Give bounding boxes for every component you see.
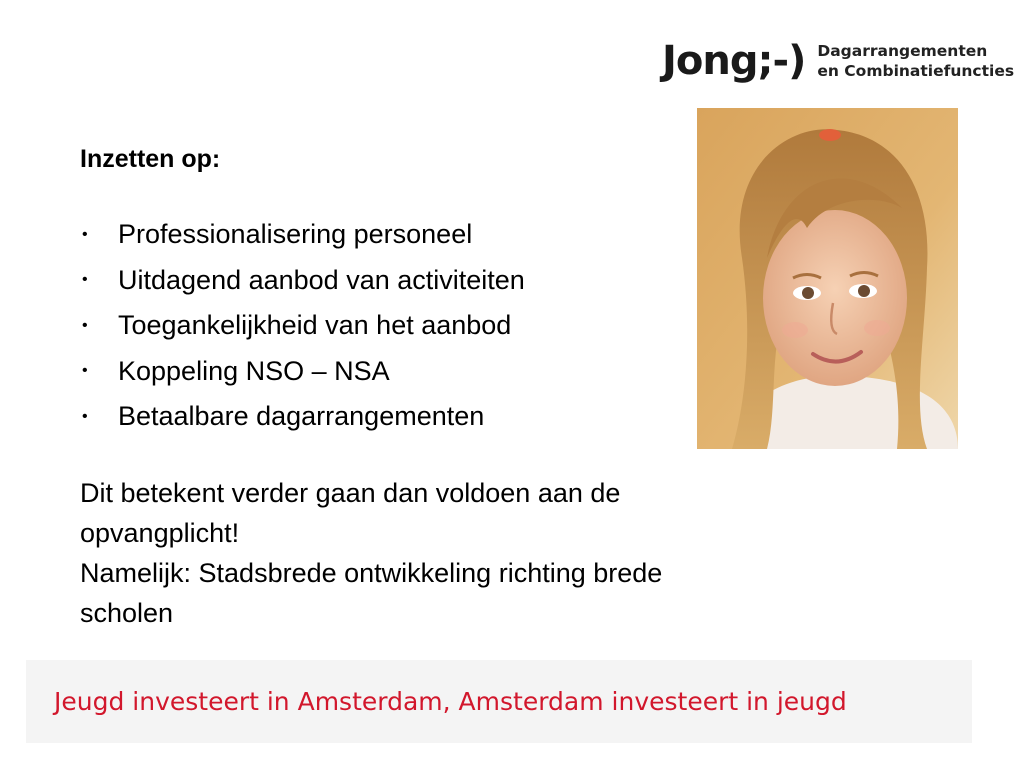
child-portrait-illustration bbox=[697, 108, 958, 449]
body-paragraph bbox=[80, 473, 860, 633]
logo-subtitle-line-2: en Combinatiefuncties bbox=[817, 62, 1015, 80]
logo bbox=[662, 30, 1014, 92]
bullet-text: Koppeling NSO – NSA bbox=[118, 355, 390, 386]
slide-heading: Inzetten op: bbox=[80, 145, 221, 173]
bullet-item bbox=[80, 303, 525, 349]
bullet-item bbox=[80, 258, 525, 304]
bullet-list bbox=[80, 212, 525, 440]
logo-subtitle bbox=[817, 41, 1014, 81]
footer-slogan: Jeugd investeert in Amsterdam, Amsterdam investeert in jeugd bbox=[54, 687, 847, 716]
bullet-text: Professionalisering personeel bbox=[118, 219, 473, 250]
bullet-dot-icon: • bbox=[82, 271, 88, 289]
paragraph-line: Dit betekent verder gaan dan voldoen aan de bbox=[80, 478, 621, 508]
bullet-dot-icon: • bbox=[82, 407, 88, 425]
bullet-text: Toegankelijkheid van het aanbod bbox=[118, 310, 512, 341]
logo-wordmark: Jong;-) bbox=[662, 38, 806, 84]
footer-banner bbox=[26, 660, 972, 743]
bullet-text: Betaalbare dagarrangementen bbox=[118, 401, 485, 432]
bullet-dot-icon: • bbox=[82, 225, 88, 243]
bullet-dot-icon: • bbox=[82, 362, 88, 380]
bullet-item bbox=[80, 394, 525, 440]
bullet-item bbox=[80, 212, 525, 258]
bullet-item bbox=[80, 349, 525, 395]
paragraph-line: opvangplicht! bbox=[80, 518, 240, 548]
bullet-dot-icon: • bbox=[82, 316, 88, 334]
bullet-text: Uitdagend aanbod van activiteiten bbox=[118, 264, 525, 295]
child-portrait-photo bbox=[697, 108, 958, 449]
paragraph-line: scholen bbox=[80, 598, 174, 628]
logo-subtitle-line-1: Dagarrangementen bbox=[817, 42, 988, 60]
paragraph-line: Namelijk: Stadsbrede ontwikkeling richting brede bbox=[80, 558, 663, 588]
